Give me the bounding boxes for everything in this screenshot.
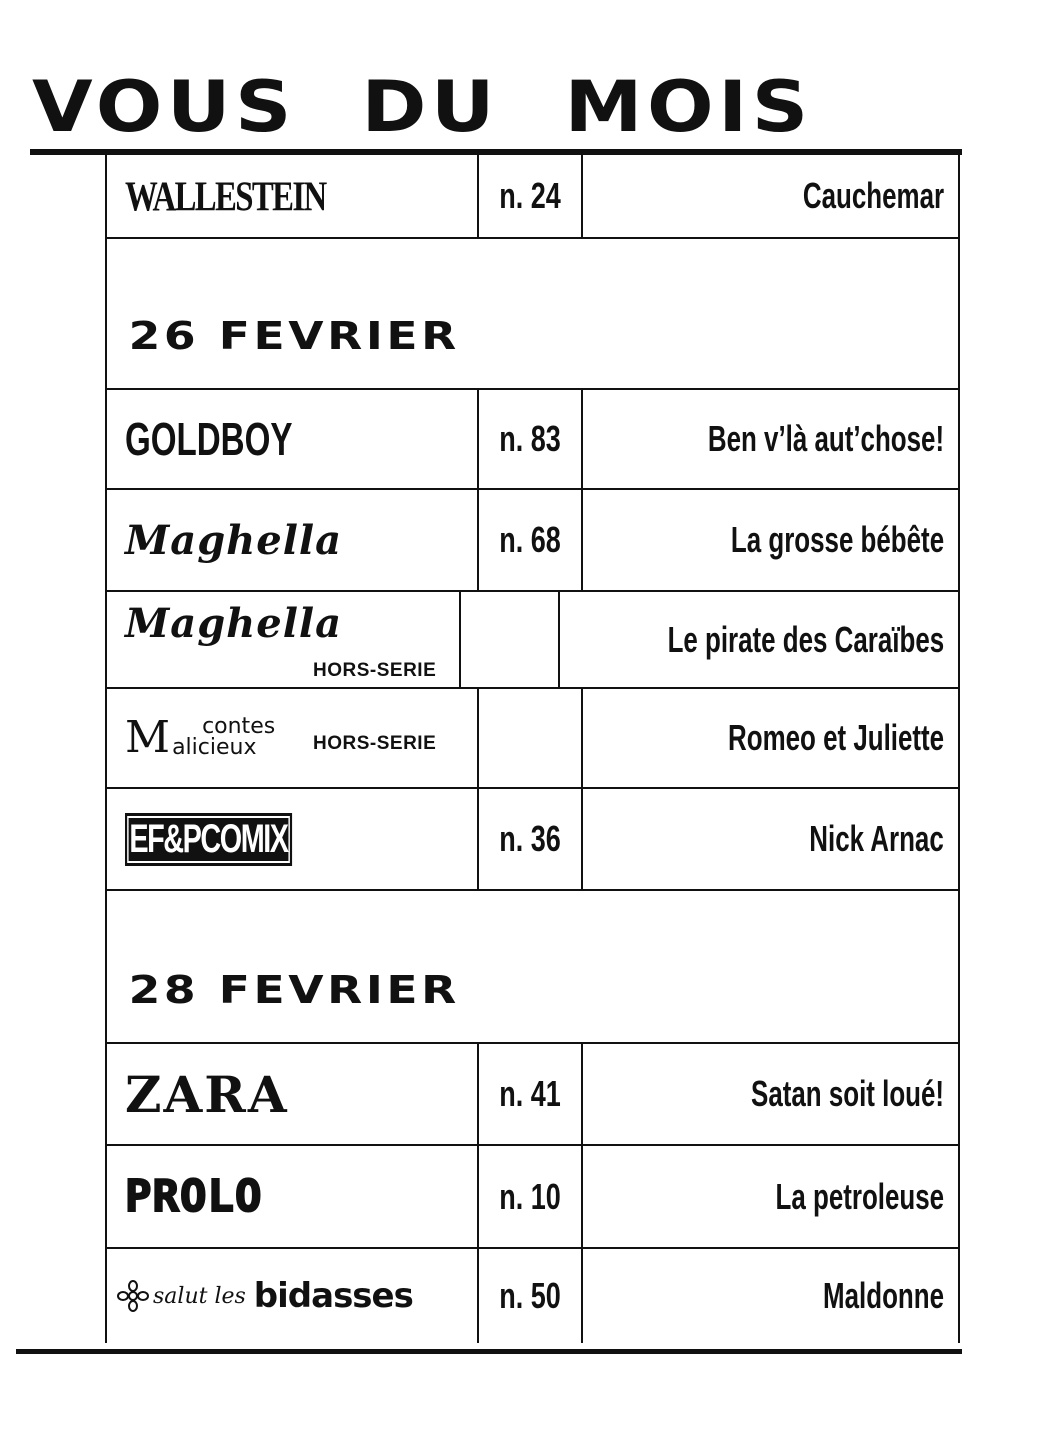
table-row bbox=[107, 1146, 958, 1249]
issue-cell: n. 68 bbox=[477, 490, 583, 590]
publication-cell bbox=[107, 789, 477, 889]
story-title-cell: Maldonne bbox=[823, 1275, 944, 1316]
date-heading: 28 FEVRIER bbox=[128, 968, 460, 1012]
table-row bbox=[107, 1249, 958, 1343]
publication-cell bbox=[107, 1044, 477, 1144]
contes-initial: M bbox=[125, 712, 171, 763]
story-title-cell: Romeo et Juliette bbox=[727, 717, 944, 758]
issue-cell: n. 24 bbox=[477, 155, 583, 237]
issue-cell: n. 10 bbox=[477, 1146, 583, 1247]
issue-cell: n. 41 bbox=[477, 1044, 583, 1144]
story-title-cell: Cauchemar bbox=[802, 175, 944, 216]
publication-cell bbox=[107, 1146, 477, 1247]
table-row bbox=[107, 390, 958, 490]
date-heading: 26 FEVRIER bbox=[128, 314, 460, 358]
bidasses-word: bidasses bbox=[253, 1276, 413, 1316]
publication-cell bbox=[107, 155, 477, 237]
efpcomix-logo: EF&PCOMIX bbox=[125, 813, 292, 866]
bottom-divider bbox=[16, 1349, 962, 1354]
date-header-row bbox=[107, 891, 958, 1044]
table-row bbox=[107, 490, 958, 592]
wallestein-logo: WALLESTEIN bbox=[125, 172, 326, 220]
table-row bbox=[107, 1044, 958, 1146]
contes-malicieux-logo bbox=[125, 712, 276, 763]
goldboy-logo: GOLDBOY bbox=[125, 413, 293, 465]
publication-cell bbox=[107, 1249, 477, 1343]
story-title-cell: Le pirate des Caraïbes bbox=[667, 618, 944, 660]
story-title-cell: Ben v’là aut’chose! bbox=[707, 418, 944, 459]
publication-cell bbox=[107, 390, 477, 488]
story-title-cell: Satan soit loué! bbox=[751, 1073, 944, 1114]
issue-cell: n. 50 bbox=[477, 1249, 583, 1343]
hors-serie-label: HORS-SERIE bbox=[313, 733, 437, 754]
page-title: VOUS DU MOIS bbox=[32, 66, 813, 148]
issue-cell: n. 83 bbox=[477, 390, 583, 488]
issue-cell bbox=[459, 592, 560, 687]
issue-cell: n. 36 bbox=[477, 789, 583, 889]
publication-cell bbox=[107, 592, 459, 687]
flower-icon bbox=[117, 1280, 149, 1312]
salut-les-bidasses-logo bbox=[117, 1276, 413, 1316]
contes-words: contes alicieux bbox=[172, 714, 276, 760]
story-title-cell: La petroleuse bbox=[775, 1175, 944, 1217]
bidasses-script-text: salut les bbox=[153, 1283, 246, 1309]
table-row bbox=[107, 592, 958, 689]
zara-logo: ZARA bbox=[125, 1064, 289, 1124]
story-title-cell: La grosse bébête bbox=[730, 519, 944, 560]
release-table bbox=[105, 155, 960, 1343]
issue-cell bbox=[477, 689, 583, 787]
publication-cell bbox=[107, 689, 477, 787]
table-row bbox=[107, 155, 958, 239]
maghella-logo: Maghella bbox=[125, 600, 343, 647]
table-row bbox=[107, 789, 958, 891]
maghella-logo: Maghella bbox=[125, 516, 343, 564]
date-header-row bbox=[107, 239, 958, 390]
story-title-cell: Nick Arnac bbox=[809, 818, 944, 859]
publication-cell bbox=[107, 490, 477, 590]
hors-serie-label: HORS-SERIE bbox=[313, 660, 437, 681]
table-row bbox=[107, 689, 958, 789]
prolo-logo: PROLO bbox=[125, 1171, 263, 1222]
